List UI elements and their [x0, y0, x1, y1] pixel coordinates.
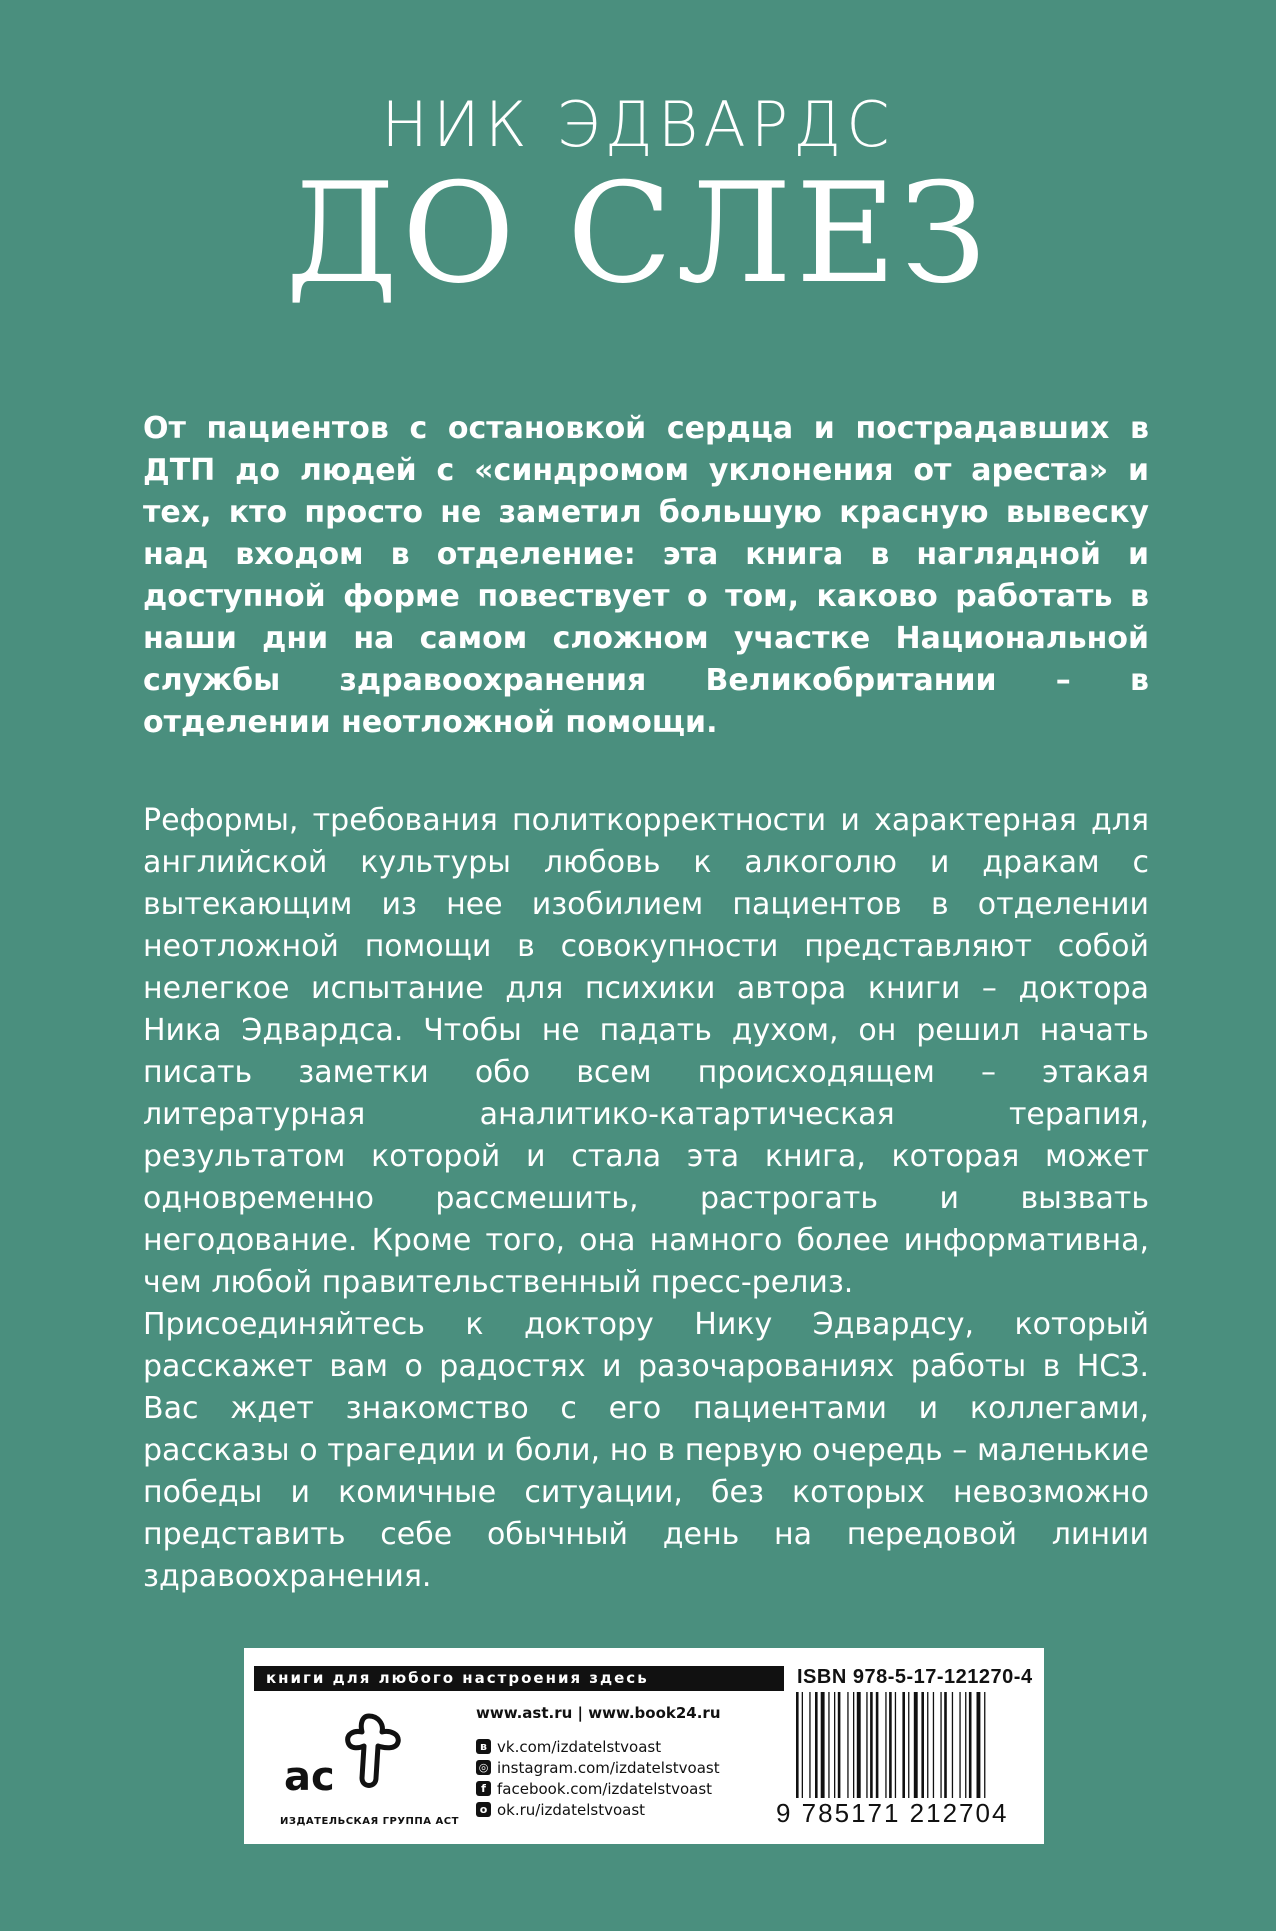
- social-link-text: ok.ru/izdatelstvoast: [497, 1800, 646, 1819]
- facebook-icon: f: [476, 1781, 491, 1796]
- lead-paragraph: От пациентов с остановкой сердца и пострадавших в ДТП до людей с «синдромом уклонения от ареста» и тех, кто просто не заметил большую красную вывеску над входом в отделение: эта книга в наглядной и доступной форме повествует о том, каково работать в наши дни на самом сложном участке Национальной службы здравоохранения Великобритании – в отделении неотложной помощи.: [143, 411, 1149, 740]
- description-paragraph: Присоединяйтесь к доктору Нику Эдвардсу, который расскажет вам о радостях и разочарованиях работы в НСЗ. Вас ждет знакомство с его пациентами и коллегами, рассказы о трагедии и боли, но в первую очередь – маленькие победы и комичные ситуации, без которых невозможно представить себе обычный день на передовой линии здравоохранения.: [143, 1307, 1149, 1594]
- svg-text:ac: ac: [284, 1754, 335, 1800]
- vk-icon: в: [476, 1739, 491, 1754]
- social-link-vk[interactable]: [476, 1736, 796, 1757]
- description-paragraph: Реформы, требования политкорректности и характерная для английской культуры любовь к алкоголю и дракам с вытекающим из нее изобилием пациентов в отделении неотложной помощи в совокупности представляют собой нелегкое испытание для психики автора книги – доктора Ника Эдвардса. Чтобы не падать духом, он решил начать писать заметки обо всем происходящем – этакая литературная аналитико-катартическая терапия, результатом которой и стала эта книга, которая может одновременно рассмешить, растрогать и вызвать негодование. Кроме того, она намного более информативна, чем любой правительственный пресс-релиз.: [143, 803, 1149, 1300]
- website-links[interactable]: www.ast.ru | www.book24.ru: [476, 1704, 721, 1722]
- social-link-instagram[interactable]: [476, 1757, 796, 1778]
- social-link-text: instagram.com/izdatelstvoast: [497, 1758, 720, 1777]
- instagram-icon: ◎: [476, 1760, 491, 1775]
- social-link-text: vk.com/izdatelstvoast: [497, 1737, 662, 1756]
- links-list: [476, 1704, 796, 1820]
- author-name: НИК ЭДВАРДС: [381, 88, 895, 161]
- ok-icon: о: [476, 1802, 491, 1817]
- description-body: [143, 800, 1149, 1598]
- book-title: ДО СЛЕЗ: [285, 153, 991, 314]
- social-link-facebook[interactable]: [476, 1778, 796, 1799]
- social-link-ok[interactable]: [476, 1799, 796, 1820]
- publisher-info-box: [244, 1648, 1044, 1844]
- ast-logo: [274, 1708, 424, 1818]
- isbn-label: ISBN 978-5-17-121270-4: [797, 1666, 1033, 1688]
- barcode-digits: 9 785171 212704: [776, 1798, 1036, 1829]
- social-link-text: facebook.com/izdatelstvoast: [497, 1779, 713, 1798]
- slogan-banner: книги для любого настроения здесь: [254, 1666, 784, 1691]
- publisher-caption: ИЗДАТЕЛЬСКАЯ ГРУППА АСТ: [280, 1816, 459, 1827]
